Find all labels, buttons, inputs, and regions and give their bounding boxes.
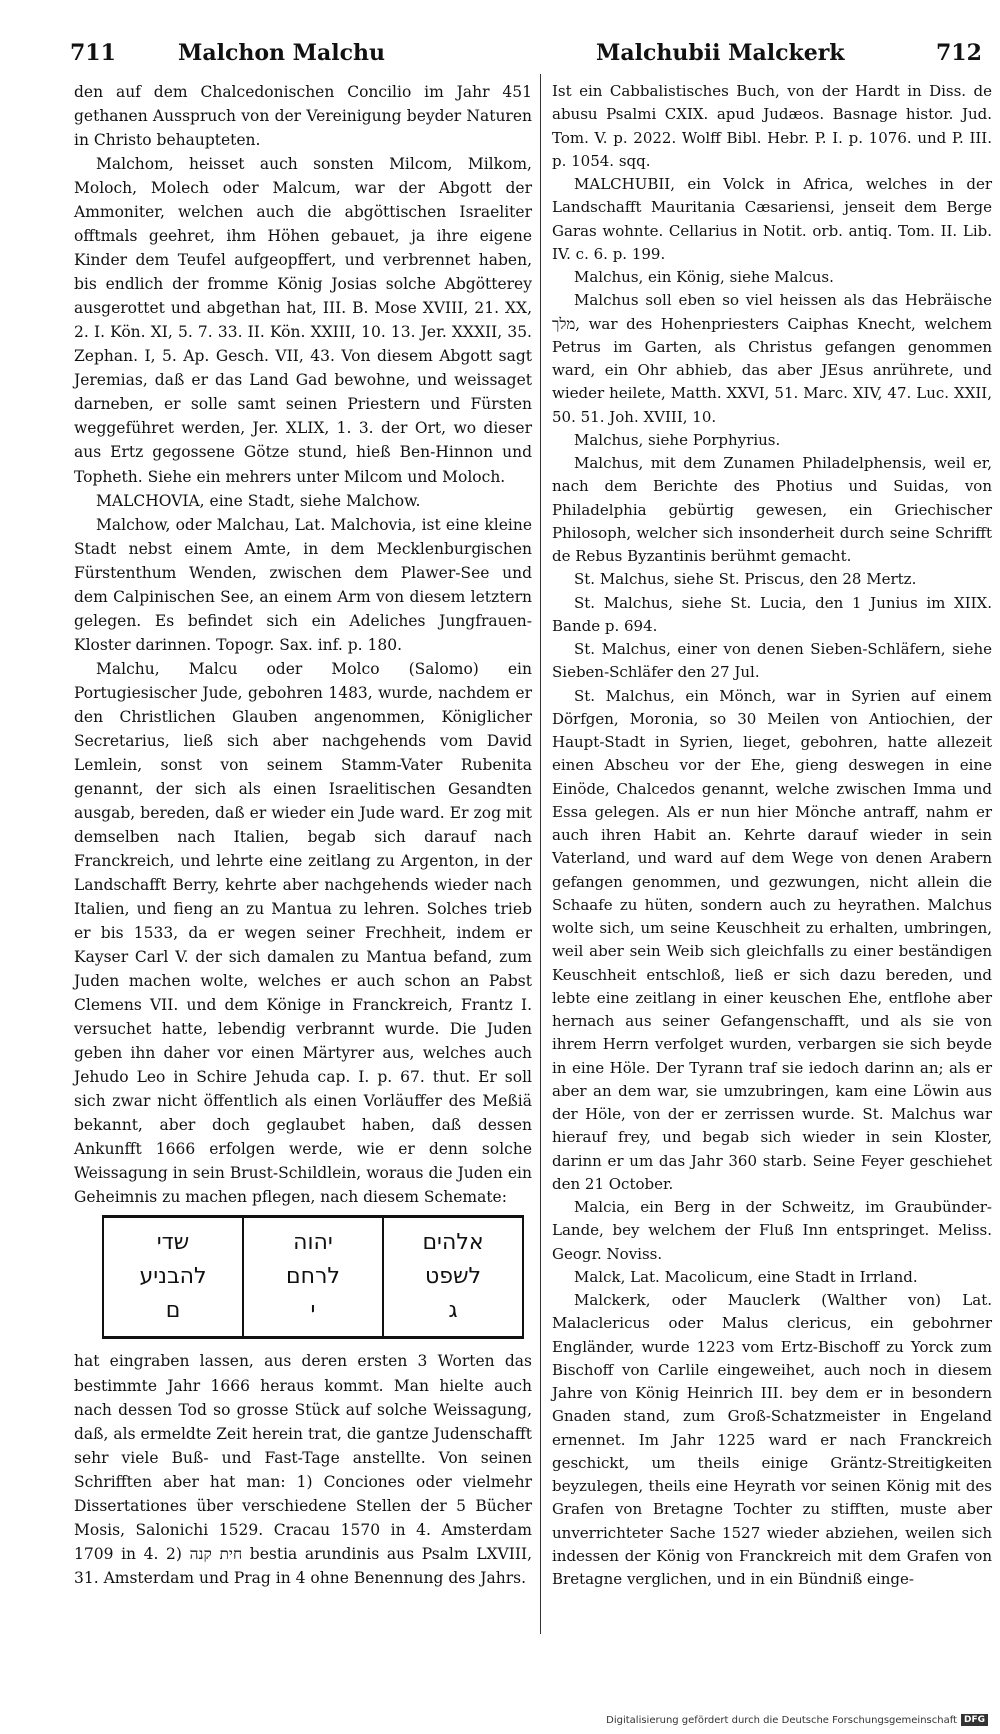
running-title-right: Malchubii Malckerk — [596, 40, 845, 66]
schema-word: יהוה — [293, 1230, 333, 1256]
running-title-left: Malchon Malchu — [178, 40, 386, 66]
schema-word: אלהים — [422, 1230, 484, 1256]
entry-paragraph: MALCHOVIA, eine Stadt, siehe Malchow. — [96, 491, 421, 510]
entry-paragraph: Malchus, ein König, siehe Malcus. — [574, 268, 834, 286]
left-column — [74, 80, 532, 1590]
entry-paragraph: MALCHUBII, ein Volck in Africa, welches in der Landschafft Mauritania Cæsariensi, jenseit dem Berge Garas wohnte. Cellarius in Notit. orb. antiq. Tom. II. Lib. IV. c. 6. p. 199. — [552, 175, 992, 263]
entry-paragraph: Malchow, oder Malchau, Lat. Malchovia, ist eine kleine Stadt nebst einem Amte, in dem Mecklenburgischen Fürstenthum Wenden, zwischen dem Plawer-See und dem Calpinischen See, an einem Arm von diesem letztern gelegen. Es befindet sich ein Adeliches Jungfrauen-Kloster darinnen. Topogr. Sax. inf. p. 180. — [74, 515, 532, 654]
page-number-left: 711 — [70, 40, 116, 66]
schema-letter: ג — [448, 1298, 458, 1324]
schema-word: לשפט — [424, 1264, 482, 1290]
schema-letter: י — [310, 1298, 316, 1324]
running-head — [0, 22, 1000, 68]
dfg-logo: DFG — [961, 1714, 988, 1726]
entry-paragraph: Malcia, ein Berg in der Schweitz, im Graubünder-Lande, bey welchem der Fluß Inn entspringet. Meliss. Geogr. Noviss. — [552, 1198, 992, 1263]
schema-word: להבניע — [139, 1264, 207, 1290]
schema-cell — [102, 1218, 242, 1336]
entry-paragraph: St. Malchus, einer von denen Sieben-Schläfern, siehe Sieben-Schläfer den 27 Jul. — [552, 640, 992, 682]
entry-paragraph: Ist ein Cabbalistisches Buch, von der Hardt in Diss. de abusu Psalmi CXIX. apud Judæos. Basnage histor. Jud. Tom. V. p. 2022. Wolff Bibl. Hebr. P. I. p. 1076. und P. III. p. 1054. sqq. — [552, 82, 992, 170]
entry-paragraph: Malckerk, oder Mauclerk (Walther von) Lat. Malaclericus oder Malus clericus, ein gebohrner Engländer, wurde 1223 vom Ertz-Bischoff zu Yorck zum Bischoff von Carlile eingeweihet, auch noch in diesem Jahre von König Heinrich III. bey dem er in besondern Gnaden stand, zum Groß-Schatzmeister in Engeland ernennet. Im Jahr 1225 ward er nach Franckreich geschickt, um theils einige Gräntz-Streitigkeiten beyzulegen, theils eine Heyrath vor seinen König mit des Grafen von Bretagne Tochter zu stifften, muste aber unverrichteter Sache 1527 wieder abziehen, weilen sich indessen der König von Franckreich mit dem Grafen von Bretagne verglichen, und in ein Bündniß einge- — [552, 1291, 992, 1588]
funding-footer — [606, 1714, 988, 1726]
entry-paragraph: Malchus, siehe Porphyrius. — [574, 430, 781, 449]
schema-word: שדי — [156, 1230, 190, 1256]
entry-paragraph: St. Malchus, siehe St. Lucia, den 1 Junius im XIIX. Bande p. 694. — [552, 593, 992, 635]
hebrew-schema-table — [102, 1215, 524, 1339]
entry-paragraph: Malchu, Malcu oder Molco (Salomo) ein Portugiesischer Jude, gebohren 1483, wurde, nachdem er den Christlichen Glauben angenommen, Königlicher Secretarius, ließ sich aber nachgehends vom David Lemlein, sonst von seinem Stamm-Vater Rubenita genannt, der sich als einen Israelitischen Gesandten ausgab, bereden, daß er wieder ein Jude ward. Er zog mit demselben nach Italien, begab sich darauf nach Franckreich, und lehrte eine zeitlang zu Argenton, in der Landschafft Berry, kehrte aber nachgehends wieder nach Italien, und fieng an zu Mantua zu lehren. Solches trieb er bis 1533, da er wegen seiner Frechheit, indem er Kayser Carl V. der sich damalen zu Mantua befand, zum Juden machen wolte, welches er auch schon an Pabst Clemens VII. und dem Könige in Franckreich, Frantz I. versuchet hatte, lebendig verbrannt wurde. Die Juden geben ihn daher vor einen Märtyrer aus, welches auch Jehudo Leo in Schire Jehuda cap. I. p. 67. thut. Er soll sich zwar nicht öffentlich als einen Vorläuffer des Meßiä bekannt, aber doch geglaubet haben, daß dessen Ankunfft 1666 erfolgen werde, wie er denn solche Weissagung in sein Brust-Schildlein, woraus die Juden ein Geheimnis zu machen pflegen, nach diesem Schemate: — [74, 659, 532, 1207]
entry-paragraph: St. Malchus, ein Mönch, war in Syrien auf einem Dörfgen, Moronia, so 30 Meilen von Antiochien, der Haupt-Stadt in Syrien, lieget, gebohren, hatte allezeit einen Abscheu vor der Ehe, gieng deswegen in eine Einöde, Chalcedos genannt, welche zwischen Imma und Essa gelegen. Als er nun hier Mönche antraff, nahm er auch ihren Habit an. Kehrte darauf wieder in sein Vaterland, und ward auf dem Wege von denen Arabern gefangen genommen, und gezwungen, nicht allein die Schaafe zu hüten, sondern auch zu heyrathen. Malchus wolte sich, um seine Keuschheit zu erhalten, umbringen, weil aber sein Weib sich gleichfalls zu einer beständigen Keuschheit entschloß, ließ er sich dazu bereden, und lebte eine zeitlang in einer keuschen Ehe, entflohe aber hernach aus seiner Gefangenschafft, und als sie von ihrem Herrn verfolget wurden, verbargen sie sich beyde in eine Höle. Der Tyrann traf sie iedoch darinn an; als er aber an dem war, sie umzubringen, kam eine Löwin aus der Höle, von der er zerrissen wurde. St. Malchus war hierauf frey, und begab sich wieder in sein Kloster, darinn er um das Jahr 360 starb. Seine Feyer geschiehet den 21 October. — [552, 686, 992, 1193]
entry-paragraph: Malchom, heisset auch sonsten Milcom, Milkom, Moloch, Molech oder Malcum, war der Abgott der Ammoniter, welchen auch die abgöttischen Israeliter offtmals geehret, ihm Höhen gebauet, ja ihre eigene Kinder dem Teufel aufgeopffert, und verbrennet haben, bis endlich der fromme König Josias solche Abgötterey ausgerottet und abgethan hat, III. B. Mose XVIII, 21. XX, 2. I. Kön. XI, 5. 7. 33. II. Kön. XXIII, 10. 13. Jer. XXXII, 35. Zephan. I, 5. Ap. Gesch. VII, 43. Von diesem Abgott sagt Jeremias, daß er das Land Gad bewohne, und weissaget darneben, er solle samt seinen Priestern und Fürsten weggeführet werden, Jer. XLIX, 1. 3. der Ort, wo dieser aus Ertz gegossene Götze stund, hieß Ben-Hinnon und Topheth. Siehe ein mehrers unter Milcom und Moloch. — [74, 155, 532, 486]
entry-paragraph: Malchus soll eben so viel heissen als das Hebräische מלך, war des Hohenpriesters Caiphas Knecht, welchem Petrus im Garten, als Christus gefangen genommen ward, ein Ohr abhieb, das aber JEsus anrührete, und wieder heilete, Matth. XXVI, 51. Marc. XIV, 47. Luc. XXII, 50. 51. Joh. XVIII, 10. — [552, 291, 992, 426]
entry-paragraph: hat eingraben lassen, aus deren ersten 3 Worten das bestimmte Jahr 1666 heraus kommt. Man hielte auch nach dessen Tod so grosse Stück auf solche Weissagung, daß, als ermeldte Zeit herein trat, die gantze Judenschafft sehr viele Buß- und Fast-Tage anstellte. Von seinen Schrifften aber hat man: 1) Conciones oder vielmehr Dissertationes über verschiedene Stellen der 5 Bücher Mosis, Salonichi 1529. Cracau 1570 in 4. Amsterdam 1709 in 4. 2) חית קנה bestia arundinis aus Psalm LXVIII, 31. Amsterdam und Prag in 4 ohne Benennung des Jahrs. — [74, 1352, 533, 1587]
schema-letter: ם — [165, 1298, 181, 1324]
entry-paragraph: St. Malchus, siehe St. Priscus, den 28 Mertz. — [574, 570, 917, 589]
column-divider — [540, 74, 541, 1634]
schema-word: לרחם — [286, 1264, 340, 1290]
page-number-right: 712 — [936, 40, 982, 66]
schema-cell — [242, 1218, 382, 1336]
entry-paragraph: Malchus, mit dem Zunamen Philadelphensis, weil er, nach dem Berichte des Photius und Suidas, von Philadelphia gebürtig gewesen, ein Griechischer Philosoph, welcher sich insonderheit durch seine Schrifft de Rebus Byzantinis berühmt gemacht. — [552, 454, 992, 565]
entry-paragraph: den auf dem Chalcedonischen Concilio im Jahr 451 gethanen Ausspruch von der Vereinigung beyder Naturen in Christo behaupteten. — [74, 83, 532, 150]
entry-paragraph: Malck, Lat. Macolicum, eine Stadt in Irrland. — [574, 1267, 918, 1286]
right-column — [552, 80, 992, 1591]
schema-cell — [382, 1218, 524, 1336]
footer-text: Digitalisierung gefördert durch die Deutsche Forschungsgemeinschaft — [606, 1714, 957, 1726]
